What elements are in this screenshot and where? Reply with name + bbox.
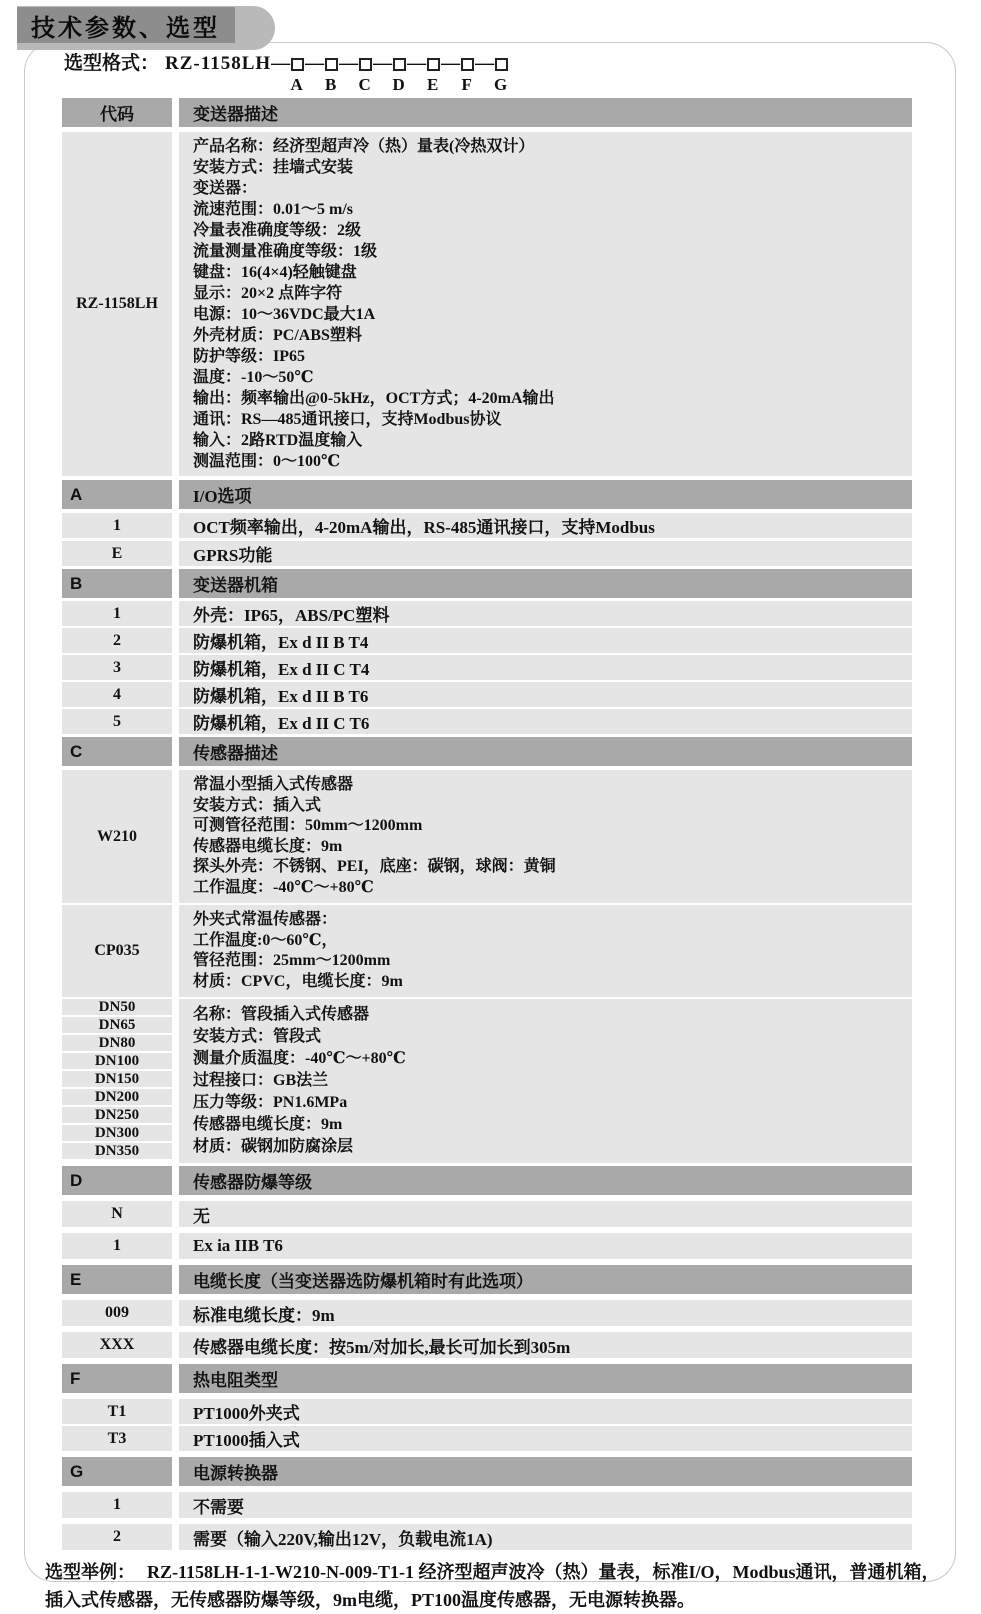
placeholder-box-icon <box>291 58 304 71</box>
spec-line: 变送器： <box>193 180 258 197</box>
format-line <box>64 52 956 94</box>
dn-code: DN350 <box>62 1143 172 1159</box>
format-letter: B <box>324 75 337 94</box>
spec-line: 电源：10～36VDC最大1A <box>193 306 376 323</box>
option-row <box>62 628 912 653</box>
dash: — <box>305 53 325 74</box>
dash: — <box>339 53 359 74</box>
section-title: 电源转换器 <box>179 1457 912 1486</box>
dash: — <box>475 53 495 74</box>
option-code: 1 <box>62 1233 172 1259</box>
option-desc: OCT频率输出，4-20mA输出，RS-485通讯接口，支持Modbus <box>179 513 912 538</box>
format-letter: A <box>290 75 303 94</box>
option-code: T1 <box>62 1399 172 1424</box>
option-desc: 传感器电缆长度：按5m/对加长,最长可加长到305m <box>179 1332 912 1358</box>
option-row <box>62 682 912 707</box>
section-e-header <box>62 1265 912 1294</box>
spec-line: 材质：碳钢加防腐涂层 <box>193 1138 354 1155</box>
model-code: RZ-1158LH <box>62 132 172 476</box>
placeholder-box-icon <box>427 58 440 71</box>
option-desc: 防爆机箱，Ex d II C T4 <box>179 655 912 680</box>
section-letter: G <box>62 1457 172 1486</box>
spec-line: 传感器电缆长度：9m <box>193 1116 343 1133</box>
option-code: N <box>62 1201 172 1227</box>
section-a-header <box>62 480 912 509</box>
option-row <box>62 709 912 734</box>
example-text: RZ-1158LH-1-1-W210-N-009-T1-1 经济型超声波冷（热）量表，标准I/O，Modbus通讯，普通机箱，插入式传感器，无传感器防爆等级，9m电缆，PT100温度传感器，无电源转换器。 <box>45 1562 940 1610</box>
section-letter: C <box>62 737 172 766</box>
option-code: 3 <box>62 655 172 680</box>
option-desc: 需要（输入220V,输出12V，负载电流1A) <box>179 1524 912 1550</box>
dn-code: DN100 <box>62 1053 172 1069</box>
section-letter: B <box>62 569 172 598</box>
format-label: 选型格式： <box>64 53 160 74</box>
dn-code: DN80 <box>62 1035 172 1051</box>
option-desc: Ex ia IIB T6 <box>179 1233 912 1259</box>
spec-line: 通讯：RS—485通讯接口，支持Modbus协议 <box>193 411 502 428</box>
format-letter: C <box>358 75 371 94</box>
option-code: 2 <box>62 628 172 653</box>
example-label: 选型举例： <box>45 1562 135 1582</box>
spec-line: 键盘：16(4×4)轻触键盘 <box>193 264 357 281</box>
option-code: 009 <box>62 1300 172 1326</box>
spec-line: 常温小型插入式传感器 <box>193 776 354 793</box>
spec-line: 可测管径范围：50mm～1200mm <box>193 817 423 834</box>
sensor-block-row <box>62 905 912 997</box>
section-d-header <box>62 1166 912 1195</box>
option-row <box>62 655 912 680</box>
format-group-a <box>271 52 305 94</box>
option-desc: 防爆机箱，Ex d II B T4 <box>179 628 912 653</box>
dn-code: DN200 <box>62 1089 172 1105</box>
code-column-header: 代码 <box>62 98 172 127</box>
spec-line: 温度：-10～50℃ <box>193 369 314 386</box>
table-header-row <box>62 98 912 127</box>
format-groups <box>271 52 509 94</box>
option-row <box>62 1332 912 1358</box>
format-letter: G <box>494 75 508 94</box>
section-title: 传感器防爆等级 <box>179 1166 912 1195</box>
spec-line: 名称：管段插入式传感器 <box>193 1006 370 1023</box>
spec-line: 输入：2路RTD温度输入 <box>193 432 363 449</box>
format-letter: F <box>461 75 472 94</box>
option-desc: GPRS功能 <box>179 541 912 566</box>
option-desc: 防爆机箱，Ex d II B T6 <box>179 682 912 707</box>
option-row <box>62 601 912 626</box>
main-spec-row <box>62 132 912 476</box>
dn-code: DN65 <box>62 1017 172 1033</box>
spec-line: 产品名称：经济型超声冷（热）量表(冷热双计） <box>193 138 535 155</box>
option-code: T3 <box>62 1426 172 1451</box>
sensor-spec-lines <box>179 999 912 1163</box>
section-f-header <box>62 1364 912 1393</box>
option-code: 2 <box>62 1524 172 1550</box>
dash: — <box>373 53 393 74</box>
option-row <box>62 1492 912 1518</box>
option-row <box>62 1524 912 1550</box>
option-desc: 无 <box>179 1201 912 1227</box>
page-title: 技术参数、选型 <box>31 14 220 42</box>
sensor-spec-lines <box>179 770 912 903</box>
spec-line: 探头外壳：不锈钢、PEI，底座：碳钢，球阀：黄铜 <box>193 858 556 875</box>
option-desc: 外壳：IP65，ABS/PC塑料 <box>179 601 912 626</box>
desc-column-header: 变送器描述 <box>179 98 912 127</box>
spec-line: 管径范围：25mm～1200mm <box>193 952 391 969</box>
sensor-code: W210 <box>62 770 172 903</box>
page-content <box>24 42 956 1614</box>
format-group-c <box>339 52 373 94</box>
option-desc: PT1000外夹式 <box>179 1399 912 1424</box>
format-group-f <box>441 52 475 94</box>
section-title: I/O选项 <box>179 480 912 509</box>
option-desc: PT1000插入式 <box>179 1426 912 1451</box>
spec-line: 外壳材质：PC/ABS塑料 <box>193 327 362 344</box>
section-letter: A <box>62 480 172 509</box>
spec-line: 安装方式：挂墙式安装 <box>193 159 354 176</box>
section-c-header <box>62 737 912 766</box>
format-model: RZ-1158LH <box>165 53 272 74</box>
spec-line: 外夹式常温传感器： <box>193 911 338 928</box>
dn-code: DN150 <box>62 1071 172 1087</box>
option-code: 1 <box>62 601 172 626</box>
option-code: 1 <box>62 513 172 538</box>
option-row <box>62 541 912 566</box>
spec-line: 过程接口：GB法兰 <box>193 1072 329 1089</box>
placeholder-box-icon <box>461 58 474 71</box>
sensor-spec-lines <box>179 905 912 997</box>
spec-line: 测量介质温度：-40℃～+80℃ <box>193 1050 406 1067</box>
ribbon-bar <box>17 7 235 43</box>
dn-code: DN50 <box>62 999 172 1015</box>
section-letter: F <box>62 1364 172 1393</box>
option-desc: 防爆机箱，Ex d II C T6 <box>179 709 912 734</box>
format-letter: E <box>426 75 439 94</box>
sensor-block-row <box>62 770 912 903</box>
section-title: 传感器描述 <box>179 737 912 766</box>
spec-line: 压力等级：PN1.6MPa <box>193 1094 348 1111</box>
section-title: 变送器机箱 <box>179 569 912 598</box>
spec-line: 工作温度：-40℃～+80℃ <box>193 878 374 896</box>
format-group-e <box>407 52 441 94</box>
spec-line: 安装方式：管段式 <box>193 1028 322 1045</box>
placeholder-box-icon <box>393 58 406 71</box>
option-code: XXX <box>62 1332 172 1358</box>
dash: — <box>271 53 291 74</box>
format-group-b <box>305 52 339 94</box>
spec-line: 输出：频率输出@0-5kHz，OCT方式；4-20mA输出 <box>193 390 555 407</box>
option-desc: 标准电缆长度：9m <box>179 1300 912 1326</box>
placeholder-box-icon <box>325 58 338 71</box>
dash: — <box>441 53 461 74</box>
spec-line: 流量测量准确度等级：1级 <box>193 243 378 260</box>
section-letter: D <box>62 1166 172 1195</box>
spec-line: 测温范围：0～100℃ <box>193 453 341 470</box>
option-code: 1 <box>62 1492 172 1518</box>
section-g-header <box>62 1457 912 1486</box>
sensor-code: CP035 <box>62 905 172 997</box>
format-letter: D <box>392 75 405 94</box>
option-row <box>62 513 912 538</box>
spec-line: 冷量表准确度等级：2级 <box>193 222 362 239</box>
spec-line: 传感器电缆长度：9m <box>193 837 343 855</box>
placeholder-box-icon <box>495 58 508 71</box>
spec-line: 显示：20×2 点阵字符 <box>193 285 343 302</box>
format-group-g <box>475 52 509 94</box>
option-row <box>62 1300 912 1326</box>
main-spec-lines <box>179 132 912 476</box>
option-desc: 不需要 <box>179 1492 912 1518</box>
sensor-block-row <box>62 999 912 1163</box>
option-row <box>62 1399 912 1424</box>
dn-code: DN250 <box>62 1107 172 1123</box>
section-title: 电缆长度（当变送器选防爆机箱时有此选项） <box>179 1265 912 1294</box>
section-title: 热电阻类型 <box>179 1364 912 1393</box>
spec-line: 安装方式：插入式 <box>193 796 322 814</box>
dn-code-list <box>62 999 172 1163</box>
example-paragraph <box>45 1558 957 1614</box>
placeholder-box-icon <box>359 58 372 71</box>
option-code: E <box>62 541 172 566</box>
option-row <box>62 1201 912 1227</box>
selection-table <box>62 98 912 1550</box>
dash: — <box>407 53 427 74</box>
format-group-d <box>373 52 407 94</box>
option-row <box>62 1233 912 1259</box>
spec-line: 工作温度:0～60℃， <box>193 931 338 949</box>
spec-line: 流速范围：0.01～5 m/s <box>193 201 354 218</box>
spec-line: 防护等级：IP65 <box>193 348 306 365</box>
section-letter: E <box>62 1265 172 1294</box>
option-code: 5 <box>62 709 172 734</box>
section-b-header <box>62 569 912 598</box>
spec-line: 材质：CPVC，电缆长度：9m <box>193 972 403 990</box>
dn-code: DN300 <box>62 1125 172 1141</box>
option-code: 4 <box>62 682 172 707</box>
option-row <box>62 1426 912 1451</box>
